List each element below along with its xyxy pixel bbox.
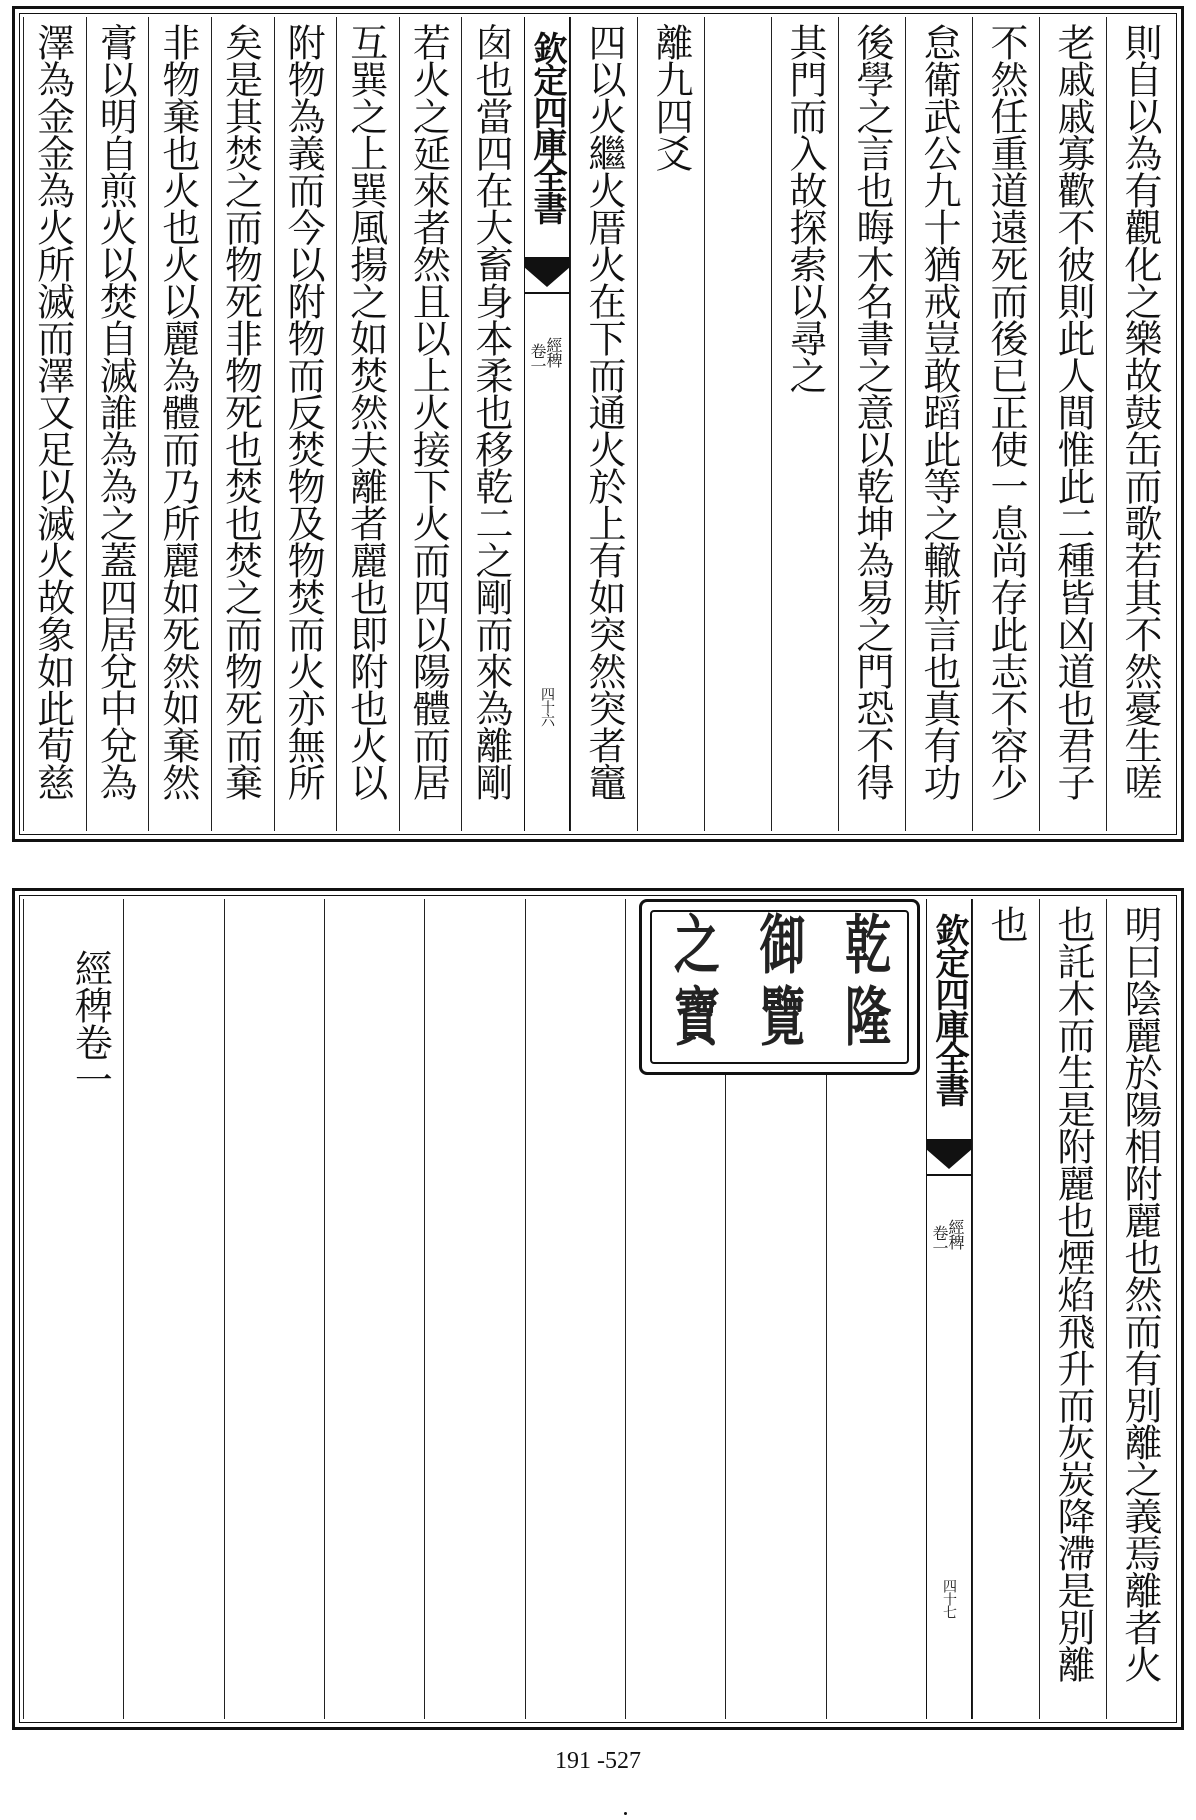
top-column-text: 附物為義而今以附物而反焚物及物焚而火亦無所 <box>281 23 326 800</box>
top-column-text: 澤為金金為火所滅而澤又足以滅火故象如此荀慈 <box>30 23 75 800</box>
top-left-column <box>86 17 149 831</box>
bottom-column-text: 經稗卷一 <box>68 949 113 1097</box>
top-left-column <box>399 17 462 831</box>
bottom-column-text: 也 <box>984 905 1028 942</box>
top-column-text: 矣是其焚之而物死非物死也焚也焚之而物死而棄 <box>218 23 263 800</box>
top-right-column <box>570 17 637 831</box>
top-column-text: 若火之延來者然且以上火接下火而四以陽體而居 <box>406 23 451 800</box>
top-right-column <box>1039 17 1106 831</box>
top-right-column <box>1106 17 1173 831</box>
seal-character: 御 <box>759 907 806 983</box>
top-fold-title: 欽定四庫全書 <box>527 31 567 223</box>
top-column-text: 四以火繼火厝火在下而通火於上有如突然突者竈 <box>582 23 626 800</box>
footer-dot <box>624 1812 627 1815</box>
top-column-text: 怠衛武公九十猶戒豈敢蹈此等之轍斯言也真有功 <box>917 23 961 800</box>
seal-character: 覽 <box>759 979 806 1055</box>
top-fold-column <box>524 17 570 831</box>
bottom-left-column <box>224 899 324 1719</box>
top-column-text: 不然任重道遠死而後已正使一息尚存此志不容少 <box>984 23 1028 800</box>
top-right-column <box>771 17 838 831</box>
top-column-text: 則自以為有觀化之樂故鼓缶而歌若其不然憂生嗟 <box>1118 23 1162 800</box>
top-left-column <box>148 17 211 831</box>
top-right-column <box>905 17 972 831</box>
top-left-column <box>23 17 86 831</box>
bottom-right-column <box>1039 899 1106 1719</box>
top-fold-volume: 卷一 <box>528 343 547 373</box>
top-right-column <box>838 17 905 831</box>
top-fold-book-title: 經稗 <box>544 337 563 367</box>
bottom-right-column <box>1106 899 1173 1719</box>
top-column-text: 非物棄也火也火以麗為體而乃所麗如死然如棄然 <box>155 23 200 800</box>
seal-character: 乾 <box>845 907 892 983</box>
top-page <box>12 6 1184 842</box>
seal-character: 隆 <box>845 979 892 1055</box>
top-right-column <box>637 17 704 831</box>
bottom-left-column <box>23 899 123 1719</box>
top-left-column <box>461 17 524 831</box>
top-fold-page-number: 四十六 <box>539 687 555 726</box>
page-footer: 191 -527 <box>555 1748 641 1774</box>
top-right-column <box>704 17 771 831</box>
bottom-source-note: 仲氏易 <box>972 899 974 956</box>
top-source-note: 經義考 <box>771 17 773 74</box>
bottom-left-column <box>424 899 524 1719</box>
bottom-column-text: 明曰陰麗於陽相附麗也然而有別離之義焉離者火 <box>1118 905 1162 1682</box>
imperial-seal <box>639 899 920 1075</box>
bottom-right-column <box>972 899 1039 1719</box>
bottom-fold-page-number: 四十七 <box>941 1579 957 1618</box>
top-right-column <box>972 17 1039 831</box>
seal-character: 寶 <box>673 979 720 1055</box>
bottom-page <box>12 888 1184 1730</box>
bottom-left-column <box>525 899 625 1719</box>
top-column-text: 老戚戚寡歡不彼則此人間惟此二種皆凶道也君子 <box>1051 23 1095 800</box>
top-column-text: 膏以明自煎火以焚自滅誰為為之蓋四居兌中兌為 <box>93 23 138 800</box>
top-left-column <box>274 17 337 831</box>
bottom-left-column <box>324 899 424 1719</box>
top-left-column <box>336 17 399 831</box>
top-left-column <box>211 17 274 831</box>
bottom-fold-title: 欽定四庫全書 <box>929 913 969 1105</box>
bottom-fold-book-title: 經稗 <box>946 1219 965 1249</box>
bottom-fold-column <box>926 899 972 1719</box>
bottom-fold-volume: 卷一 <box>930 1225 949 1255</box>
top-column-text: 其門而入故探索以尋之 <box>783 23 827 393</box>
top-column-text: 互巽之上巽風揚之如焚然夫離者麗也即附也火以 <box>343 23 388 800</box>
top-column-text: 囱也當四在大畜身本柔也移乾二之剛而來為離剛 <box>469 23 513 800</box>
seal-character: 之 <box>673 907 720 983</box>
bottom-column-text: 也託木而生是附麗也煙焰飛升而灰炭降滯是別離 <box>1051 905 1095 1682</box>
fishtail-icon <box>524 257 570 297</box>
fishtail-icon <box>926 1139 972 1179</box>
top-column-text: 後學之言也晦木名書之意以乾坤為易之門恐不得 <box>850 23 894 800</box>
bottom-left-column <box>123 899 223 1719</box>
top-column-text: 離九四爻 <box>649 23 693 171</box>
